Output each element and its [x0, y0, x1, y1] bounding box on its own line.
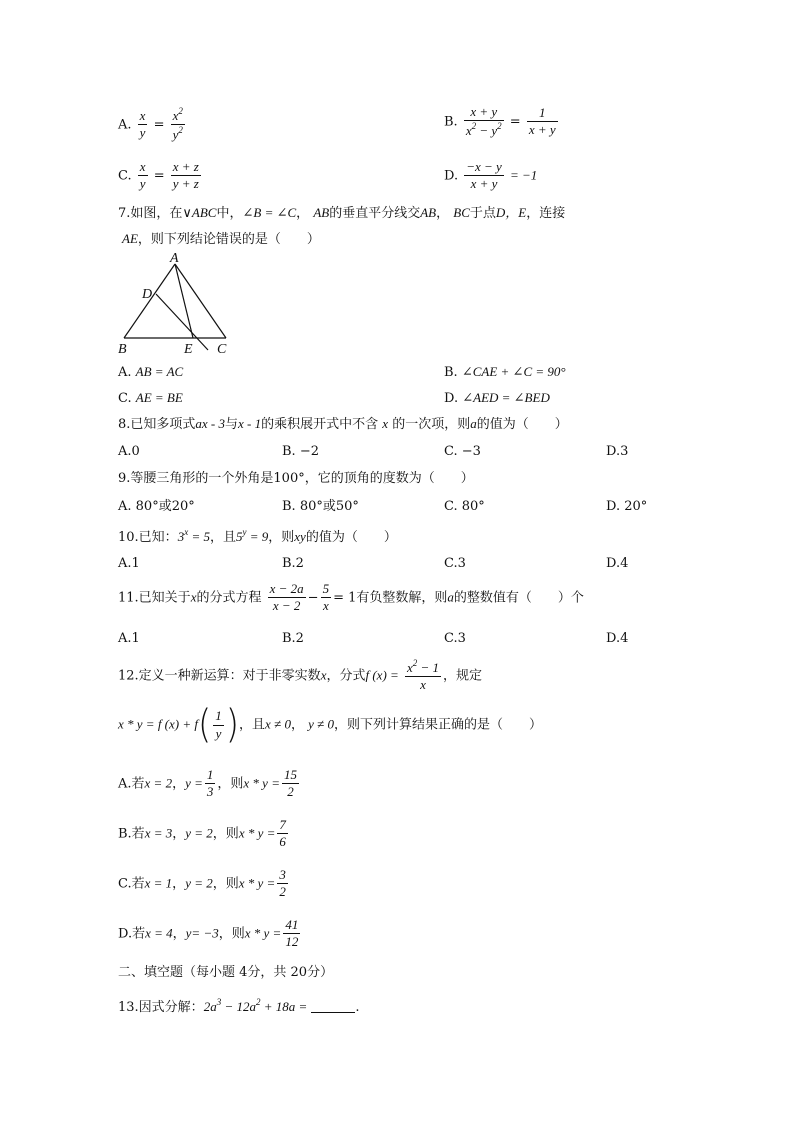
- segment-ae: [175, 264, 193, 338]
- math: x * y = f (x) + f: [118, 716, 198, 732]
- math: = 1: [333, 590, 357, 606]
- math: y= −3: [185, 925, 219, 941]
- q12-question-line1: [118, 658, 482, 694]
- math: BC: [453, 205, 470, 220]
- math: y = 2: [185, 825, 213, 841]
- denominator: [171, 125, 185, 143]
- math: AB: [313, 205, 330, 220]
- denominator: 12: [285, 934, 299, 950]
- option-label: B.若: [118, 826, 145, 842]
- denominator: x − 2: [272, 598, 301, 614]
- q11-option-d[interactable]: D.4: [606, 631, 629, 646]
- text: ，则: [212, 826, 239, 842]
- numerator: x: [138, 108, 148, 125]
- math: ∠B = ∠C: [242, 205, 297, 220]
- result: = −1: [509, 167, 538, 183]
- denominator: x: [322, 598, 329, 614]
- q8-question: [118, 417, 568, 431]
- denominator: 3: [206, 784, 214, 800]
- option-label: B.: [444, 365, 462, 380]
- numerator: 1: [213, 708, 224, 725]
- text: ，且: [239, 717, 266, 733]
- numerator: x: [138, 159, 148, 176]
- text: 于点: [469, 206, 496, 221]
- equals-sign: =: [509, 114, 521, 130]
- math: x = 4: [145, 925, 173, 941]
- exponent: x: [184, 527, 189, 537]
- q12-option-d[interactable]: [118, 917, 302, 951]
- numerator: x − 2a: [268, 581, 306, 598]
- base: x: [465, 123, 472, 139]
- text: ，: [172, 876, 186, 892]
- q11-option-a[interactable]: A.1: [118, 631, 140, 646]
- fraction: [171, 106, 185, 144]
- fraction: [527, 105, 558, 139]
- math: ∠AED = ∠BED: [462, 390, 550, 405]
- base: x: [172, 108, 179, 123]
- term: − 12a: [221, 999, 256, 1014]
- q11-option-b[interactable]: B.2: [282, 631, 304, 646]
- term: + 18a =: [260, 999, 308, 1014]
- numerator: 7: [277, 817, 288, 834]
- option-label: D.若: [118, 926, 146, 942]
- text: ，: [172, 926, 186, 942]
- text: 的乘积展开式中不含: [261, 417, 379, 432]
- q9-option-a[interactable]: A. 80°或20°: [118, 499, 195, 514]
- numerator: 5: [321, 581, 332, 598]
- triangle-figure: [112, 252, 242, 356]
- text: 的整数值有（ ）个: [453, 590, 584, 606]
- q9-question: 9.等腰三角形的一个外角是100°，它的顶角的度数为（ ）: [118, 471, 474, 486]
- text: 的垂直平分线交: [329, 206, 421, 221]
- math: y =: [185, 775, 203, 791]
- q7-option-d[interactable]: [444, 391, 550, 405]
- denominator: 6: [279, 834, 286, 850]
- fraction: [268, 581, 306, 615]
- q7-question-line1: [118, 206, 565, 220]
- numerator: 1: [205, 767, 216, 784]
- base: 3: [177, 529, 185, 544]
- term: = 5: [188, 529, 210, 544]
- denominator: x: [420, 677, 426, 693]
- math: y ≠ 0: [308, 716, 335, 732]
- text: 11.已知关于: [118, 590, 191, 606]
- text: ，则下列计算结果正确的是（ ）: [334, 717, 543, 733]
- q11-question: [118, 581, 584, 615]
- text: 7.如图，在: [118, 206, 183, 221]
- text: ，规定: [443, 668, 483, 684]
- denominator: 2: [279, 884, 286, 900]
- text: ，则: [217, 776, 244, 792]
- text: ，分式: [326, 668, 366, 684]
- math: ∠CAE + ∠C = 90°: [461, 364, 566, 379]
- numerator: x + y: [464, 104, 504, 121]
- exponent: 2: [497, 121, 502, 132]
- math: x = 3: [144, 825, 173, 841]
- q8-option-d[interactable]: D.3: [606, 444, 629, 459]
- math: x * y =: [238, 875, 276, 891]
- math: ax - 3: [195, 416, 226, 431]
- numerator: x + z: [171, 159, 201, 176]
- label-b: B: [118, 342, 127, 356]
- option-label: A.: [118, 117, 132, 133]
- perpendicular-bisector-de: [156, 294, 208, 350]
- text: ，则: [268, 530, 295, 545]
- base: 5: [235, 529, 243, 544]
- text: 8.已知多项式: [118, 417, 196, 432]
- term: 2a: [203, 999, 217, 1014]
- numerator: 1: [527, 105, 558, 122]
- text: 13.因式分解：: [118, 1000, 204, 1015]
- operator: −: [307, 590, 319, 606]
- text: ，连接: [526, 206, 566, 221]
- numerator: 3: [277, 867, 288, 884]
- math: D，E: [495, 205, 527, 220]
- label-d: D: [142, 287, 153, 302]
- math: AE = BE: [135, 390, 183, 405]
- numerator: [171, 106, 185, 125]
- math: xy: [294, 529, 306, 544]
- exponent: 3: [216, 997, 222, 1007]
- text: 的值为（ ）: [305, 530, 397, 545]
- answer-blank[interactable]: [311, 1000, 355, 1013]
- math: ∨ABC: [182, 205, 217, 220]
- label-e: E: [184, 342, 193, 356]
- option-label: D.: [444, 391, 463, 406]
- text: ，: [436, 206, 450, 221]
- q12-option-b[interactable]: [118, 817, 290, 851]
- q8-option-c[interactable]: C. −3: [444, 444, 481, 459]
- q8-option-a[interactable]: A.0: [118, 444, 140, 459]
- right-paren: ): [225, 702, 240, 748]
- term: − 1: [417, 660, 439, 675]
- denominator: x + y: [470, 176, 498, 192]
- label-a: A: [170, 252, 179, 266]
- text: ，且: [209, 530, 236, 545]
- exponent: 2: [412, 658, 418, 668]
- math: x: [320, 667, 327, 683]
- math: a: [470, 416, 477, 431]
- term: = 9: [246, 529, 269, 544]
- text: ，: [172, 826, 186, 842]
- exponent: 2: [178, 106, 183, 116]
- fraction: [138, 159, 148, 193]
- q7-option-b[interactable]: [444, 365, 566, 379]
- denominator: x + y: [528, 122, 556, 138]
- fraction: [277, 817, 288, 851]
- q7-option-c[interactable]: [118, 391, 183, 405]
- math: x * y =: [244, 925, 282, 941]
- math: x: [190, 589, 197, 605]
- q6-option-c[interactable]: [118, 159, 203, 193]
- q9-option-d[interactable]: D. 20°: [606, 499, 648, 514]
- q8-option-b[interactable]: B. −2: [282, 444, 319, 459]
- option-label: C.: [118, 391, 136, 406]
- q6-option-a[interactable]: [118, 106, 187, 144]
- base: y: [172, 127, 179, 143]
- numerator: −x − y: [464, 159, 504, 176]
- math: [236, 529, 268, 544]
- equals-sign: =: [153, 168, 165, 184]
- math: x = 2: [144, 775, 173, 791]
- fraction: [464, 104, 504, 140]
- math: [204, 999, 308, 1014]
- exponent: 2: [255, 997, 261, 1007]
- text: 与: [225, 417, 239, 432]
- q10-option-a[interactable]: A.1: [118, 556, 140, 571]
- denominator: 2: [287, 784, 294, 800]
- fraction: [283, 917, 300, 951]
- label-c: C: [217, 342, 227, 356]
- fraction: [464, 159, 504, 193]
- fraction: [205, 767, 216, 801]
- fraction: [321, 581, 332, 615]
- q10-question: [118, 528, 397, 544]
- denominator: [464, 121, 504, 139]
- q6-option-b[interactable]: [444, 104, 560, 140]
- equals-sign: =: [153, 117, 165, 133]
- exponent: y: [242, 527, 247, 537]
- math: x * y =: [238, 825, 276, 841]
- text: ，: [296, 206, 310, 221]
- text: 的分式方程: [196, 590, 262, 606]
- side-ac: [175, 264, 226, 338]
- q7-option-a[interactable]: [118, 365, 183, 379]
- fraction: [282, 767, 299, 801]
- math: [178, 529, 210, 544]
- option-label: D.: [444, 168, 459, 184]
- text: ，: [290, 717, 304, 733]
- math: x: [382, 416, 389, 431]
- q9-option-b[interactable]: B. 80°或50°: [282, 499, 359, 514]
- term: − y: [476, 123, 498, 139]
- option-label: B.: [444, 114, 458, 130]
- option-label: C.: [118, 168, 132, 184]
- text: 10.已知：: [118, 530, 178, 545]
- q10-option-d[interactable]: D.4: [606, 556, 629, 571]
- fraction: [213, 708, 224, 742]
- option-label: A.若: [118, 776, 145, 792]
- math: y = 2: [185, 875, 213, 891]
- q6-option-d[interactable]: [444, 159, 537, 193]
- exponent: 2: [178, 125, 183, 136]
- text: 的值为（ ）: [476, 417, 568, 432]
- text: ，则: [218, 926, 245, 942]
- q12-option-a[interactable]: [118, 767, 301, 801]
- math: AB = AC: [135, 364, 184, 379]
- fraction: [405, 658, 441, 694]
- numerator: [405, 658, 441, 677]
- q12-question-line2: [118, 702, 543, 748]
- q7-question-line2: [122, 232, 320, 246]
- q10-option-c[interactable]: C.3: [444, 556, 466, 571]
- denominator: y: [139, 125, 146, 141]
- math: x * y =: [243, 775, 280, 791]
- text: 12.定义一种新运算：对于非零实数: [118, 668, 321, 684]
- fraction: [277, 867, 288, 901]
- text: ，: [172, 776, 186, 792]
- q9-option-c[interactable]: C. 80°: [444, 499, 485, 514]
- math: x - 1: [238, 416, 262, 431]
- text: 中，: [216, 206, 243, 221]
- section-heading: 二、填空题（每小题 4分，共 20分）: [118, 965, 334, 980]
- fraction: [138, 108, 148, 142]
- exponent: 2: [471, 121, 477, 132]
- q12-option-c[interactable]: [118, 867, 290, 901]
- text: 有负整数解，则: [356, 590, 448, 606]
- q11-option-c[interactable]: C.3: [444, 631, 466, 646]
- q13-question: [118, 998, 360, 1014]
- text: .: [355, 1000, 360, 1015]
- math: f (x) =: [365, 667, 399, 683]
- option-label: A.: [118, 365, 136, 380]
- math: x = 1: [144, 875, 173, 891]
- text: 的一次项，则: [392, 417, 471, 432]
- math: AE: [122, 231, 138, 246]
- denominator: y: [139, 176, 146, 192]
- math: x ≠ 0: [265, 716, 291, 732]
- option-label: C.若: [118, 876, 145, 892]
- math: a: [447, 589, 454, 605]
- numerator: 15: [282, 767, 299, 784]
- text: ，则: [212, 876, 239, 892]
- numerator: 41: [283, 917, 300, 934]
- math: AB: [420, 205, 437, 220]
- denominator: y + z: [172, 176, 199, 192]
- text: ，则下列结论错误的是（ ）: [137, 232, 320, 247]
- q10-option-b[interactable]: B.2: [282, 556, 304, 571]
- fraction: [171, 159, 201, 193]
- base: x: [406, 660, 413, 675]
- left-paren: (: [198, 702, 212, 748]
- denominator: y: [215, 725, 222, 741]
